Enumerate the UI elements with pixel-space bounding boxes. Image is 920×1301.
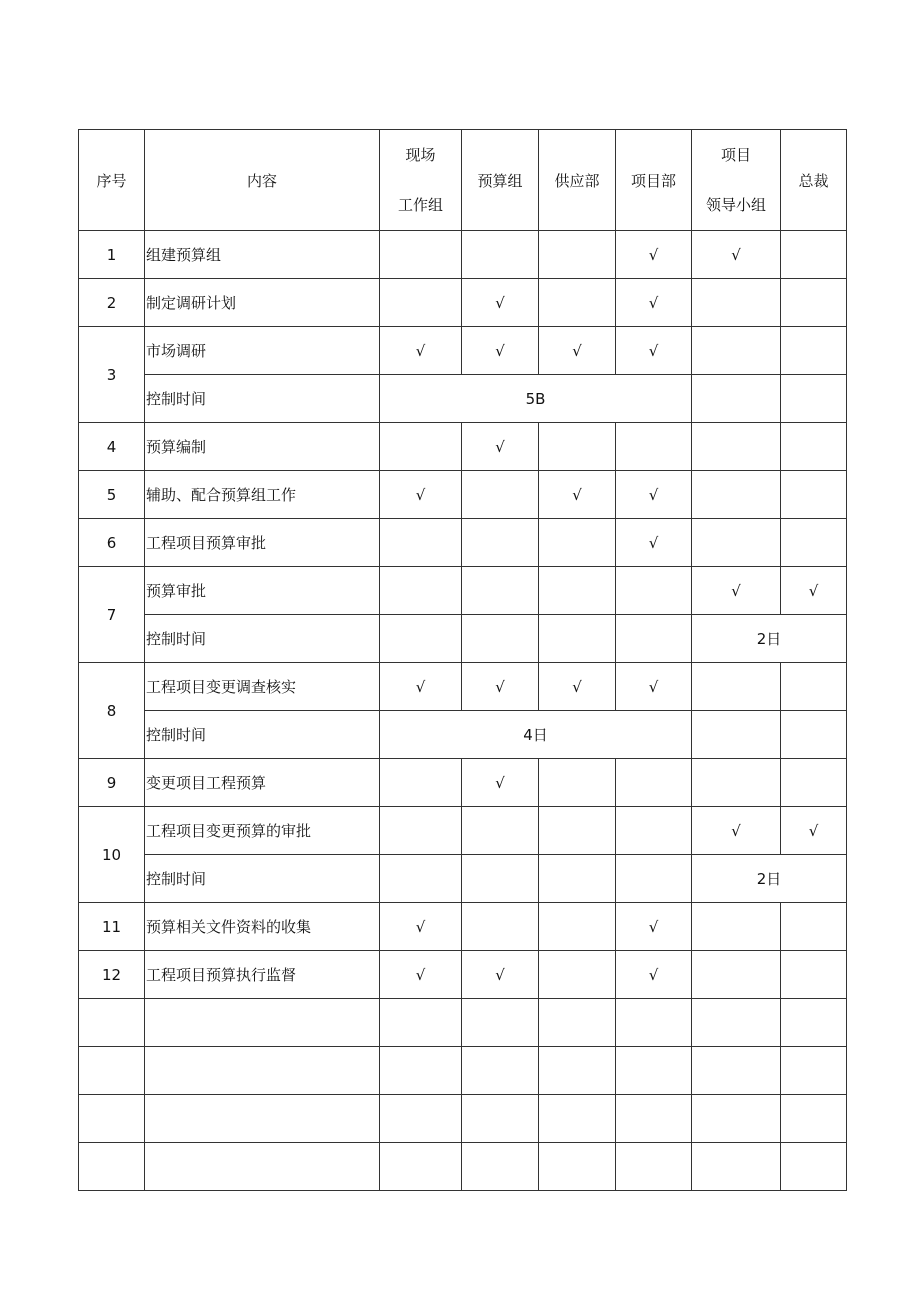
content-cell: 预算编制: [145, 423, 380, 471]
content-cell: 辅助、配合预算组工作: [145, 471, 380, 519]
site-cell: [380, 567, 462, 615]
content-cell: 工程项目预算执行监督: [145, 951, 380, 999]
control-time-value: 5B: [380, 375, 692, 423]
leader-cell: [692, 327, 781, 375]
seq-cell: 10: [79, 807, 145, 903]
content-cell: 工程项目变更调查核实: [145, 663, 380, 711]
supply-cell: √: [539, 663, 616, 711]
table-row: [79, 567, 847, 615]
content-cell: 控制时间: [145, 711, 380, 759]
header-seq: 序号: [79, 130, 145, 231]
header-budget-group: 预算组: [462, 130, 539, 231]
empty-cell: [539, 1047, 616, 1095]
empty-cell: [616, 1095, 692, 1143]
empty-cell: [462, 1095, 539, 1143]
supply-cell: [539, 231, 616, 279]
budget-cell: [462, 903, 539, 951]
project-cell: √: [616, 951, 692, 999]
ceo-cell: [781, 519, 847, 567]
ceo-cell: √: [781, 807, 847, 855]
header-site-line2: 工作组: [397, 196, 443, 214]
ceo-cell: [781, 903, 847, 951]
supply-cell: [539, 903, 616, 951]
seq-cell: 4: [79, 423, 145, 471]
site-cell: [380, 423, 462, 471]
empty-cell: [781, 999, 847, 1047]
control-time-value: 2日: [692, 615, 847, 663]
ceo-cell: [781, 951, 847, 999]
ceo-cell: [781, 663, 847, 711]
empty-cell: [462, 1047, 539, 1095]
site-cell: [380, 759, 462, 807]
table-row: [79, 759, 847, 807]
budget-cell: [462, 615, 539, 663]
empty-cell: [145, 1143, 380, 1191]
budget-cell: [462, 231, 539, 279]
project-cell: √: [616, 903, 692, 951]
header-site-line1: 现场: [405, 146, 436, 164]
ceo-cell: [781, 711, 847, 759]
empty-row: [79, 1047, 847, 1095]
leader-cell: [692, 471, 781, 519]
budget-cell: [462, 471, 539, 519]
leader-cell: [692, 423, 781, 471]
supply-cell: [539, 855, 616, 903]
table-row: [79, 375, 847, 423]
supply-cell: [539, 807, 616, 855]
site-cell: √: [380, 663, 462, 711]
empty-row: [79, 1095, 847, 1143]
project-cell: √: [616, 519, 692, 567]
budget-cell: √: [462, 279, 539, 327]
seq-cell: 5: [79, 471, 145, 519]
header-supply: 供应部: [539, 130, 616, 231]
content-cell: 预算相关文件资料的收集: [145, 903, 380, 951]
project-cell: [616, 855, 692, 903]
empty-cell: [145, 1095, 380, 1143]
ceo-cell: [781, 279, 847, 327]
empty-cell: [616, 999, 692, 1047]
project-cell: √: [616, 471, 692, 519]
seq-cell: 12: [79, 951, 145, 999]
leader-cell: [692, 903, 781, 951]
project-cell: √: [616, 231, 692, 279]
budget-cell: √: [462, 951, 539, 999]
header-leader-line2: 领导小组: [705, 196, 766, 214]
empty-cell: [692, 999, 781, 1047]
content-cell: 组建预算组: [145, 231, 380, 279]
budget-cell: [462, 519, 539, 567]
content-cell: 预算审批: [145, 567, 380, 615]
supply-cell: [539, 519, 616, 567]
leader-cell: [692, 375, 781, 423]
content-cell: 控制时间: [145, 855, 380, 903]
table-row: [79, 231, 847, 279]
header-leader-line1: 项目: [720, 146, 751, 164]
content-cell: 变更项目工程预算: [145, 759, 380, 807]
leader-cell: √: [692, 231, 781, 279]
responsibility-table: [78, 129, 847, 1191]
ceo-cell: [781, 375, 847, 423]
empty-cell: [692, 1095, 781, 1143]
empty-cell: [616, 1143, 692, 1191]
ceo-cell: [781, 471, 847, 519]
seq-cell: 2: [79, 279, 145, 327]
empty-cell: [380, 1047, 462, 1095]
empty-cell: [781, 1143, 847, 1191]
leader-cell: [692, 951, 781, 999]
budget-cell: [462, 567, 539, 615]
leader-cell: √: [692, 567, 781, 615]
leader-cell: √: [692, 807, 781, 855]
empty-cell: [462, 1143, 539, 1191]
leader-cell: [692, 279, 781, 327]
content-cell: 工程项目变更预算的审批: [145, 807, 380, 855]
site-cell: √: [380, 471, 462, 519]
supply-cell: √: [539, 327, 616, 375]
project-cell: √: [616, 279, 692, 327]
empty-cell: [616, 1047, 692, 1095]
header-ceo: 总裁: [781, 130, 847, 231]
project-cell: [616, 807, 692, 855]
empty-cell: [462, 999, 539, 1047]
empty-cell: [79, 999, 145, 1047]
supply-cell: [539, 759, 616, 807]
supply-cell: [539, 567, 616, 615]
site-cell: [380, 615, 462, 663]
table-row: [79, 663, 847, 711]
content-cell: 控制时间: [145, 375, 380, 423]
seq-cell: 11: [79, 903, 145, 951]
supply-cell: [539, 279, 616, 327]
site-cell: √: [380, 903, 462, 951]
leader-cell: [692, 759, 781, 807]
empty-cell: [145, 999, 380, 1047]
table-row: [79, 855, 847, 903]
content-cell: 工程项目预算审批: [145, 519, 380, 567]
seq-cell: 7: [79, 567, 145, 663]
empty-row: [79, 999, 847, 1047]
table-row: [79, 327, 847, 375]
empty-cell: [380, 1095, 462, 1143]
ceo-cell: √: [781, 567, 847, 615]
empty-cell: [539, 999, 616, 1047]
project-cell: [616, 615, 692, 663]
ceo-cell: [781, 231, 847, 279]
site-cell: [380, 279, 462, 327]
empty-cell: [539, 1095, 616, 1143]
seq-cell: 3: [79, 327, 145, 423]
supply-cell: [539, 615, 616, 663]
empty-cell: [781, 1047, 847, 1095]
project-cell: √: [616, 663, 692, 711]
site-cell: √: [380, 951, 462, 999]
table-row: [79, 279, 847, 327]
table-row: [79, 519, 847, 567]
project-cell: [616, 567, 692, 615]
budget-cell: [462, 807, 539, 855]
table-row: [79, 711, 847, 759]
budget-cell: √: [462, 327, 539, 375]
seq-cell: 6: [79, 519, 145, 567]
control-time-value: 2日: [692, 855, 847, 903]
ceo-cell: [781, 327, 847, 375]
project-cell: [616, 423, 692, 471]
empty-cell: [539, 1143, 616, 1191]
site-cell: [380, 807, 462, 855]
table-row: [79, 807, 847, 855]
leader-cell: [692, 663, 781, 711]
empty-cell: [79, 1095, 145, 1143]
site-cell: [380, 519, 462, 567]
control-time-value: 4日: [380, 711, 692, 759]
empty-cell: [145, 1047, 380, 1095]
project-cell: √: [616, 327, 692, 375]
header-project-dept: 项目部: [616, 130, 692, 231]
empty-cell: [79, 1047, 145, 1095]
empty-cell: [380, 1143, 462, 1191]
header-row: [79, 130, 847, 231]
ceo-cell: [781, 759, 847, 807]
empty-cell: [380, 999, 462, 1047]
leader-cell: [692, 519, 781, 567]
table-row: [79, 951, 847, 999]
budget-cell: √: [462, 663, 539, 711]
leader-cell: [692, 711, 781, 759]
content-cell: 市场调研: [145, 327, 380, 375]
supply-cell: [539, 423, 616, 471]
table-row: [79, 423, 847, 471]
budget-cell: [462, 855, 539, 903]
header-site-group: [380, 130, 462, 231]
empty-cell: [79, 1143, 145, 1191]
content-cell: 制定调研计划: [145, 279, 380, 327]
seq-cell: 8: [79, 663, 145, 759]
empty-row: [79, 1143, 847, 1191]
budget-cell: √: [462, 423, 539, 471]
project-cell: [616, 759, 692, 807]
header-leader-group: [692, 130, 781, 231]
ceo-cell: [781, 423, 847, 471]
table-row: [79, 615, 847, 663]
budget-cell: √: [462, 759, 539, 807]
seq-cell: 9: [79, 759, 145, 807]
empty-cell: [692, 1143, 781, 1191]
header-content: 内容: [145, 130, 380, 231]
site-cell: [380, 231, 462, 279]
site-cell: [380, 855, 462, 903]
table-row: [79, 471, 847, 519]
site-cell: √: [380, 327, 462, 375]
supply-cell: [539, 951, 616, 999]
seq-cell: 1: [79, 231, 145, 279]
content-cell: 控制时间: [145, 615, 380, 663]
table-row: [79, 903, 847, 951]
supply-cell: √: [539, 471, 616, 519]
empty-cell: [692, 1047, 781, 1095]
empty-cell: [781, 1095, 847, 1143]
